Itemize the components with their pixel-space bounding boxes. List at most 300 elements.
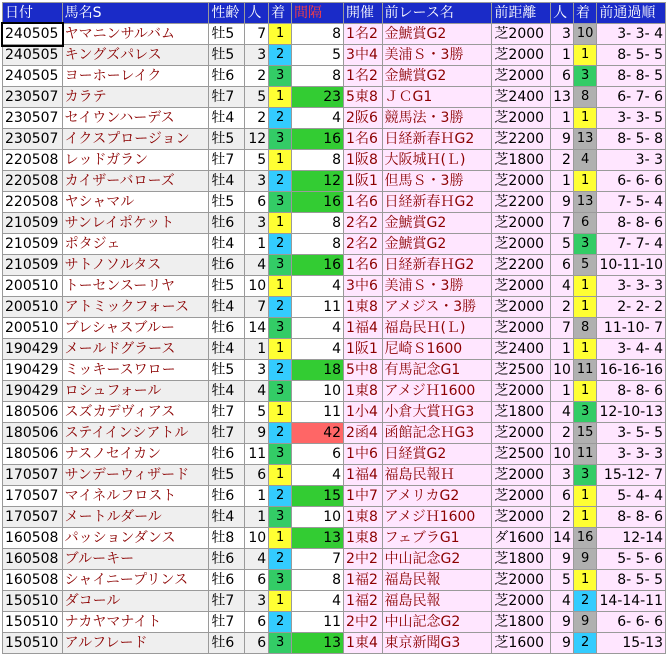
col-header-sexage[interactable]: 性齢 <box>209 3 245 24</box>
cell-meeting: 1阪1 <box>344 171 382 192</box>
col-header-prevninki[interactable]: 人 <box>551 3 574 24</box>
cell-prev-popularity: 2 <box>551 423 574 444</box>
cell-horse-name: レッドガラン <box>62 150 209 171</box>
cell-meeting: 1名6 <box>344 129 382 150</box>
cell-prev-race: 大阪城Ｈ(Ｌ) <box>382 150 492 171</box>
cell-meeting: 1東8 <box>344 507 382 528</box>
cell-horse-name: ナスノセイカン <box>62 444 209 465</box>
cell-corner-positions: 8- 5- 5 <box>597 45 666 66</box>
cell-sex-age: 牡6 <box>209 486 245 507</box>
cell-horse-name: カラテ <box>62 87 209 108</box>
cell-interval: 4 <box>291 318 343 339</box>
cell-prev-popularity: 4 <box>551 402 574 423</box>
cell-interval: 10 <box>291 507 343 528</box>
cell-finish: 1 <box>269 465 292 486</box>
cell-finish: 3 <box>269 444 292 465</box>
cell-prev-race: 中山記念G2 <box>382 549 492 570</box>
cell-prev-finish: 3 <box>573 234 596 255</box>
col-header-prevrace[interactable]: 前レース名 <box>382 3 492 24</box>
cell-horse-name: メートルダール <box>62 507 209 528</box>
cell-prev-race: 有馬記念G1 <box>382 360 492 381</box>
cell-prev-popularity: 1 <box>551 45 574 66</box>
table-row[interactable] <box>3 192 666 213</box>
cell-finish: 1 <box>269 213 292 234</box>
col-header-name[interactable]: 馬名S <box>62 3 209 24</box>
cell-prev-race: 函館記念ＨG3 <box>382 423 492 444</box>
cell-sex-age: 牡5 <box>209 465 245 486</box>
cell-sex-age: 牡5 <box>209 45 245 66</box>
cell-finish: 3 <box>269 66 292 87</box>
cell-prev-distance: 芝2200 <box>492 192 551 213</box>
cell-date: 170507 <box>3 486 63 507</box>
cell-prev-distance: 芝2000 <box>492 570 551 591</box>
cell-interval: 8 <box>291 234 343 255</box>
cell-prev-popularity: 3 <box>551 465 574 486</box>
table-row[interactable] <box>3 24 666 45</box>
cell-meeting: 1名6 <box>344 255 382 276</box>
cell-prev-finish: 4 <box>573 150 596 171</box>
cell-prev-finish: 1 <box>573 486 596 507</box>
table-row[interactable] <box>3 444 666 465</box>
cell-horse-name: サンレイポケット <box>62 213 209 234</box>
cell-interval: 8 <box>291 150 343 171</box>
cell-prev-finish: 1 <box>573 171 596 192</box>
cell-meeting: 3中6 <box>344 276 382 297</box>
cell-date: 230507 <box>3 108 63 129</box>
cell-popularity: 1 <box>245 339 269 360</box>
cell-date: 170507 <box>3 507 63 528</box>
cell-meeting: 1東8 <box>344 528 382 549</box>
cell-date: 220508 <box>3 150 63 171</box>
cell-sex-age: 牡4 <box>209 381 245 402</box>
cell-prev-race: 日経新春ＨG2 <box>382 192 492 213</box>
table-row[interactable] <box>3 150 666 171</box>
cell-finish: 2 <box>269 612 292 633</box>
cell-popularity: 1 <box>245 486 269 507</box>
cell-prev-popularity: 1 <box>551 108 574 129</box>
table-row[interactable] <box>3 381 666 402</box>
cell-horse-name: ミッキースワロー <box>62 360 209 381</box>
cell-prev-finish: 10 <box>573 24 596 45</box>
cell-prev-finish: 8 <box>573 87 596 108</box>
cell-prev-finish: 2 <box>573 591 596 612</box>
cell-horse-name: サトノソルタス <box>62 255 209 276</box>
cell-corner-positions: 10-11-10 <box>597 255 666 276</box>
cell-prev-popularity: 2 <box>551 150 574 171</box>
cell-horse-name: ロシュフォール <box>62 381 209 402</box>
cell-date: 210509 <box>3 234 63 255</box>
cell-sex-age: 牡6 <box>209 570 245 591</box>
cell-prev-popularity: 5 <box>551 234 574 255</box>
table-row[interactable] <box>3 297 666 318</box>
table-row[interactable] <box>3 213 666 234</box>
col-header-interval[interactable]: 間隔 <box>291 3 343 24</box>
cell-prev-popularity: 9 <box>551 612 574 633</box>
cell-interval: 8 <box>291 570 343 591</box>
cell-finish: 1 <box>269 150 292 171</box>
results-table <box>2 2 666 654</box>
cell-interval: 4 <box>291 591 343 612</box>
cell-finish: 1 <box>269 402 292 423</box>
table-row[interactable] <box>3 108 666 129</box>
cell-prev-popularity: 10 <box>551 360 574 381</box>
cell-prev-race: 金鯱賞G2 <box>382 234 492 255</box>
cell-prev-finish: 3 <box>573 465 596 486</box>
cell-prev-finish: 3 <box>573 66 596 87</box>
cell-horse-name: ダコール <box>62 591 209 612</box>
cell-prev-finish: 6 <box>573 213 596 234</box>
cell-meeting: 2函4 <box>344 423 382 444</box>
cell-popularity: 1 <box>245 507 269 528</box>
cell-prev-distance: 芝1800 <box>492 612 551 633</box>
cell-finish: 1 <box>269 528 292 549</box>
cell-prev-finish: 1 <box>573 381 596 402</box>
cell-prev-distance: 芝1800 <box>492 402 551 423</box>
cell-prev-popularity: 1 <box>551 381 574 402</box>
cell-prev-finish: 1 <box>573 108 596 129</box>
cell-prev-distance: 芝2000 <box>492 66 551 87</box>
cell-prev-popularity: 6 <box>551 66 574 87</box>
table-row[interactable] <box>3 570 666 591</box>
cell-interval: 6 <box>291 444 343 465</box>
cell-interval: 13 <box>291 633 343 654</box>
cell-meeting: 3中4 <box>344 45 382 66</box>
cell-prev-popularity: 9 <box>551 129 574 150</box>
cell-date: 240505 <box>3 24 63 45</box>
table-row[interactable] <box>3 318 666 339</box>
cell-interval: 7 <box>291 549 343 570</box>
cell-prev-race: 但馬Ｓ・3勝 <box>382 171 492 192</box>
cell-prev-race: 福島民報Ｈ <box>382 465 492 486</box>
cell-interval: 11 <box>291 402 343 423</box>
cell-prev-popularity: 9 <box>551 549 574 570</box>
cell-corner-positions: 7- 5- 4 <box>597 192 666 213</box>
cell-prev-distance: 芝2000 <box>492 318 551 339</box>
cell-popularity: 6 <box>245 465 269 486</box>
col-header-prevdist[interactable]: 前距離 <box>492 3 551 24</box>
cell-meeting: 2中2 <box>344 549 382 570</box>
cell-popularity: 4 <box>245 255 269 276</box>
cell-date: 180506 <box>3 402 63 423</box>
cell-prev-race: 福島民報 <box>382 591 492 612</box>
cell-meeting: 1名6 <box>344 192 382 213</box>
table-row[interactable] <box>3 45 666 66</box>
cell-horse-name: シャイニープリンス <box>62 570 209 591</box>
cell-finish: 3 <box>269 129 292 150</box>
col-header-ninki[interactable]: 人 <box>245 3 269 24</box>
cell-meeting: 1東4 <box>344 633 382 654</box>
cell-date: 190429 <box>3 360 63 381</box>
cell-sex-age: 牡4 <box>209 507 245 528</box>
table-row[interactable] <box>3 591 666 612</box>
cell-prev-race: 競馬法・3勝 <box>382 108 492 129</box>
table-row[interactable] <box>3 129 666 150</box>
cell-finish: 1 <box>269 339 292 360</box>
cell-corner-positions: 7- 7- 4 <box>597 234 666 255</box>
cell-meeting: 1福4 <box>344 318 382 339</box>
cell-prev-race: 小倉大賞ＨG3 <box>382 402 492 423</box>
table-row[interactable] <box>3 633 666 654</box>
cell-prev-popularity: 9 <box>551 192 574 213</box>
cell-prev-race: ＪＣG1 <box>382 87 492 108</box>
cell-prev-finish: 15 <box>573 423 596 444</box>
table-row[interactable] <box>3 339 666 360</box>
cell-meeting: 1中6 <box>344 444 382 465</box>
cell-prev-finish: 5 <box>573 255 596 276</box>
cell-horse-name: ヤシャマル <box>62 192 209 213</box>
cell-prev-distance: 芝2000 <box>492 507 551 528</box>
cell-interval: 10 <box>291 381 343 402</box>
cell-prev-distance: 芝2000 <box>492 297 551 318</box>
cell-corner-positions: 3- 3- 3 <box>597 276 666 297</box>
cell-prev-popularity: 7 <box>551 318 574 339</box>
cell-sex-age: 牡6 <box>209 318 245 339</box>
cell-interval: 5 <box>291 45 343 66</box>
cell-prev-popularity: 1 <box>551 339 574 360</box>
cell-meeting: 2名2 <box>344 234 382 255</box>
cell-corner-positions: 6- 6- 6 <box>597 171 666 192</box>
header-row <box>3 3 666 24</box>
table-row[interactable] <box>3 276 666 297</box>
cell-meeting: 1名2 <box>344 66 382 87</box>
cell-corner-positions: 6- 7- 6 <box>597 87 666 108</box>
cell-prev-race: 日経新春ＨG2 <box>382 255 492 276</box>
cell-prev-popularity: 13 <box>551 87 574 108</box>
cell-finish: 2 <box>269 45 292 66</box>
cell-finish: 3 <box>269 381 292 402</box>
cell-sex-age: 牡4 <box>209 234 245 255</box>
cell-prev-distance: 芝1800 <box>492 549 551 570</box>
cell-interval: 8 <box>291 213 343 234</box>
cell-finish: 1 <box>269 276 292 297</box>
cell-date: 240505 <box>3 45 63 66</box>
cell-prev-finish: 11 <box>573 444 596 465</box>
cell-finish: 3 <box>269 318 292 339</box>
cell-prev-finish: 1 <box>573 297 596 318</box>
cell-prev-distance: 芝2000 <box>492 213 551 234</box>
cell-popularity: 3 <box>245 360 269 381</box>
table-row[interactable] <box>3 423 666 444</box>
cell-sex-age: 牡4 <box>209 171 245 192</box>
cell-finish: 2 <box>269 360 292 381</box>
col-header-kaisai[interactable]: 開催 <box>344 3 382 24</box>
cell-prev-distance: 芝2000 <box>492 465 551 486</box>
cell-prev-race: 東京新聞G3 <box>382 633 492 654</box>
cell-prev-race: 金鯱賞G2 <box>382 24 492 45</box>
cell-finish: 2 <box>269 234 292 255</box>
cell-horse-name: トーセンスーリヤ <box>62 276 209 297</box>
table-row[interactable] <box>3 171 666 192</box>
cell-date: 220508 <box>3 192 63 213</box>
cell-popularity: 5 <box>245 150 269 171</box>
cell-interval: 4 <box>291 108 343 129</box>
cell-date: 150510 <box>3 612 63 633</box>
cell-interval: 8 <box>291 24 343 45</box>
cell-sex-age: 牡6 <box>209 444 245 465</box>
cell-popularity: 5 <box>245 402 269 423</box>
cell-meeting: 1福2 <box>344 591 382 612</box>
cell-prev-popularity: 1 <box>551 171 574 192</box>
cell-prev-race: 日経新春ＨG2 <box>382 129 492 150</box>
cell-prev-finish: 1 <box>573 570 596 591</box>
table-row[interactable] <box>3 612 666 633</box>
cell-prev-race: アメジス・3勝 <box>382 297 492 318</box>
table-row[interactable] <box>3 486 666 507</box>
cell-prev-distance: 芝2000 <box>492 276 551 297</box>
cell-corner-positions: 8- 8- 6 <box>597 213 666 234</box>
cell-interval: 8 <box>291 66 343 87</box>
cell-prev-race: 美浦Ｓ・3勝 <box>382 45 492 66</box>
col-header-chaku[interactable]: 着 <box>269 3 292 24</box>
cell-date: 200510 <box>3 297 63 318</box>
cell-prev-popularity: 6 <box>551 255 574 276</box>
cell-corner-positions: 14-14-11 <box>597 591 666 612</box>
cell-corner-positions: 8- 5- 5 <box>597 570 666 591</box>
cell-finish: 3 <box>269 255 292 276</box>
cell-sex-age: 牡4 <box>209 108 245 129</box>
cell-sex-age: 牡6 <box>209 213 245 234</box>
cell-interval: 11 <box>291 297 343 318</box>
cell-finish: 3 <box>269 192 292 213</box>
cell-sex-age: 牡6 <box>209 66 245 87</box>
cell-finish: 2 <box>269 549 292 570</box>
cell-corner-positions: 3- 3- 3 <box>597 444 666 465</box>
cell-prev-distance: 芝2400 <box>492 339 551 360</box>
table-row[interactable] <box>3 255 666 276</box>
cell-corner-positions: 8- 8- 6 <box>597 381 666 402</box>
cell-prev-race: フェブラG1 <box>382 528 492 549</box>
col-header-date[interactable]: 日付 <box>3 3 63 24</box>
cell-interval: 4 <box>291 276 343 297</box>
table-row[interactable] <box>3 360 666 381</box>
cell-prev-race: 日経賞G2 <box>382 444 492 465</box>
cell-horse-name: イクスプロージョン <box>62 129 209 150</box>
col-header-corner[interactable]: 前通過順 <box>597 3 666 24</box>
cell-corner-positions: 15-12- 7 <box>597 465 666 486</box>
cell-prev-distance: 芝2000 <box>492 381 551 402</box>
table-row[interactable] <box>3 66 666 87</box>
cell-corner-positions: 3- 5- 5 <box>597 423 666 444</box>
cell-horse-name: ブレシャスブルー <box>62 318 209 339</box>
cell-popularity: 7 <box>245 24 269 45</box>
cell-corner-positions: 12-10-13 <box>597 402 666 423</box>
cell-sex-age: 牡5 <box>209 360 245 381</box>
col-header-prevchaku[interactable]: 着 <box>573 3 596 24</box>
cell-popularity: 3 <box>245 591 269 612</box>
cell-prev-distance: 芝2500 <box>492 444 551 465</box>
cell-meeting: 2名2 <box>344 213 382 234</box>
cell-date: 180506 <box>3 444 63 465</box>
cell-meeting: 1福2 <box>344 570 382 591</box>
cell-prev-distance: 芝2000 <box>492 423 551 444</box>
cell-popularity: 6 <box>245 612 269 633</box>
cell-corner-positions: 3- 4- 4 <box>597 339 666 360</box>
table-row[interactable] <box>3 465 666 486</box>
cell-prev-finish: 13 <box>573 192 596 213</box>
cell-prev-popularity: 4 <box>551 591 574 612</box>
cell-date: 180506 <box>3 423 63 444</box>
cell-meeting: 2阪6 <box>344 108 382 129</box>
cell-interval: 16 <box>291 192 343 213</box>
cell-corner-positions: 6- 6- 6 <box>597 612 666 633</box>
cell-prev-finish: 9 <box>573 549 596 570</box>
cell-prev-finish: 13 <box>573 129 596 150</box>
cell-popularity: 10 <box>245 528 269 549</box>
cell-prev-distance: 芝2200 <box>492 129 551 150</box>
cell-popularity: 5 <box>245 87 269 108</box>
cell-date: 150510 <box>3 633 63 654</box>
cell-prev-popularity: 5 <box>551 570 574 591</box>
cell-date: 150510 <box>3 591 63 612</box>
cell-finish: 2 <box>269 171 292 192</box>
cell-prev-distance: 芝2000 <box>492 486 551 507</box>
cell-popularity: 3 <box>245 171 269 192</box>
cell-popularity: 14 <box>245 318 269 339</box>
cell-sex-age: 牡4 <box>209 297 245 318</box>
cell-popularity: 4 <box>245 549 269 570</box>
cell-prev-race: 尼崎Ｓ1600 <box>382 339 492 360</box>
cell-finish: 1 <box>269 591 292 612</box>
cell-horse-name: ブルーキー <box>62 549 209 570</box>
cell-sex-age: 牡6 <box>209 255 245 276</box>
cell-horse-name: キングズパレス <box>62 45 209 66</box>
cell-prev-distance: 芝2000 <box>492 24 551 45</box>
cell-prev-popularity: 4 <box>551 276 574 297</box>
table-row[interactable] <box>3 528 666 549</box>
table-row[interactable] <box>3 402 666 423</box>
cell-sex-age: 牡7 <box>209 612 245 633</box>
cell-date: 230507 <box>3 129 63 150</box>
cell-horse-name: スズカデヴィアス <box>62 402 209 423</box>
cell-prev-race: アメリカG2 <box>382 486 492 507</box>
cell-prev-popularity: 9 <box>551 633 574 654</box>
cell-prev-finish: 11 <box>573 360 596 381</box>
cell-finish: 2 <box>269 108 292 129</box>
cell-popularity: 2 <box>245 108 269 129</box>
table-row[interactable] <box>3 234 666 255</box>
cell-sex-age: 牡5 <box>209 24 245 45</box>
cell-prev-distance: ダ1600 <box>492 528 551 549</box>
cell-date: 240505 <box>3 66 63 87</box>
cell-prev-popularity: 2 <box>551 297 574 318</box>
cell-corner-positions: 12-14 <box>597 528 666 549</box>
table-row[interactable] <box>3 507 666 528</box>
cell-prev-distance: 芝2000 <box>492 108 551 129</box>
cell-date: 210509 <box>3 255 63 276</box>
cell-sex-age: 牡4 <box>209 339 245 360</box>
cell-horse-name: ヤマニンサルバム <box>62 24 209 45</box>
cell-prev-popularity: 2 <box>551 507 574 528</box>
cell-interval: 13 <box>291 528 343 549</box>
cell-meeting: 1東8 <box>344 381 382 402</box>
table-row[interactable] <box>3 87 666 108</box>
cell-prev-race: 美浦Ｓ・3勝 <box>382 276 492 297</box>
cell-date: 200510 <box>3 276 63 297</box>
cell-prev-finish: 1 <box>573 507 596 528</box>
cell-finish: 3 <box>269 633 292 654</box>
cell-popularity: 1 <box>245 234 269 255</box>
cell-horse-name: カイザーバローズ <box>62 171 209 192</box>
cell-meeting: 1中7 <box>344 486 382 507</box>
cell-sex-age: 牡5 <box>209 129 245 150</box>
cell-prev-race: アメジＨ1600 <box>382 381 492 402</box>
cell-meeting: 1小4 <box>344 402 382 423</box>
cell-prev-finish: 3 <box>573 402 596 423</box>
table-row[interactable] <box>3 549 666 570</box>
cell-finish: 1 <box>269 24 292 45</box>
cell-prev-race: 金鯱賞G2 <box>382 66 492 87</box>
cell-prev-distance: 芝1800 <box>492 150 551 171</box>
